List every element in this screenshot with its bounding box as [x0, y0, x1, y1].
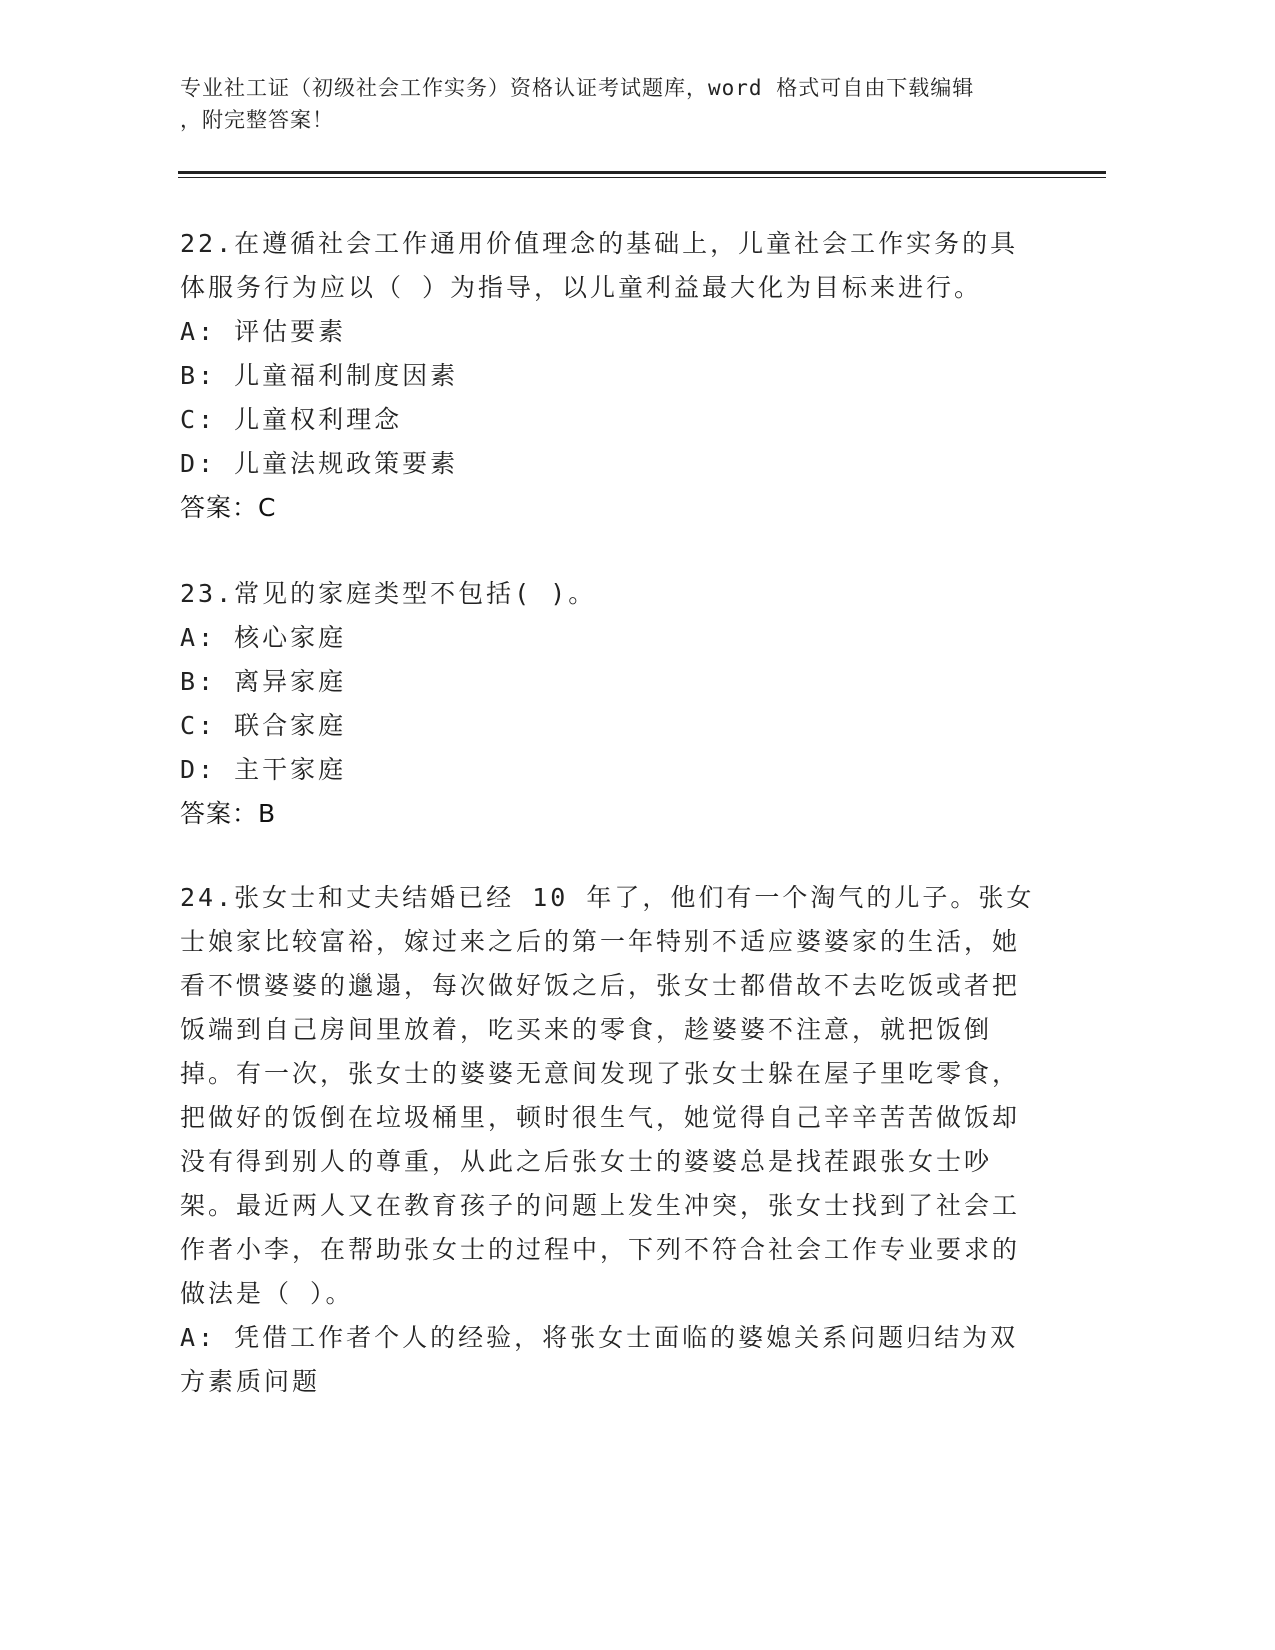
header-divider-thick [178, 171, 1106, 174]
option-a: A: 核心家庭 [180, 623, 347, 652]
header-divider-thin [178, 177, 1106, 178]
document-header [180, 72, 1060, 136]
header-line-1: 专业社工证（初级社会工作实务）资格认证考试题库，word 格式可自由下载编辑 [180, 76, 975, 100]
question-22 [180, 222, 1040, 530]
question-stem: 23.常见的家庭类型不包括( )。 [180, 579, 597, 608]
option-c: C: 联合家庭 [180, 711, 347, 740]
option-d: D: 主干家庭 [180, 755, 347, 784]
header-line-2: ，附完整答案！ [180, 108, 334, 132]
option-a: A: 评估要素 [180, 317, 347, 346]
answer: 答案：C [180, 493, 277, 522]
answer: 答案：B [180, 799, 277, 828]
option-b: B: 儿童福利制度因素 [180, 361, 459, 390]
question-23 [180, 572, 1040, 836]
option-a: A: 凭借工作者个人的经验，将张女士面临的婆媳关系问题归结为双方素质问题 [180, 1323, 1019, 1396]
option-d: D: 儿童法规政策要素 [180, 449, 459, 478]
question-24 [180, 876, 1040, 1404]
option-c: C: 儿童权利理念 [180, 405, 403, 434]
question-stem: 24.张女士和丈夫结婚已经 10 年了，他们有一个淘气的儿子。张女士娘家比较富裕，嫁过来之后的第一年特别不适应婆婆家的生活，她看不惯婆婆的邋遢，每次做好饭之后，张女士都借故不去吃饭或者把饭端到自己房间里放着，吃买来的零食，趁婆婆不注意，就把饭倒掉。有一次，张女士的婆婆无意间发现了张女士躲在屋子里吃零食，把做好的饭倒在垃圾桶里，顿时很生气，她觉得自己辛辛苦苦做饭却没有得到别人的尊重，从此之后张女士的婆婆总是找茬跟张女士吵架。最近两人又在教育孩子的问题上发生冲突，张女士找到了社会工作者小李，在帮助张女士的过程中，下列不符合社会工作专业要求的做法是（ ）。 [180, 883, 1035, 1308]
option-b: B: 离异家庭 [180, 667, 347, 696]
question-stem: 22.在遵循社会工作通用价值理念的基础上，儿童社会工作实务的具体服务行为应以（ ）为指导，以儿童利益最大化为目标来进行。 [180, 229, 1019, 302]
